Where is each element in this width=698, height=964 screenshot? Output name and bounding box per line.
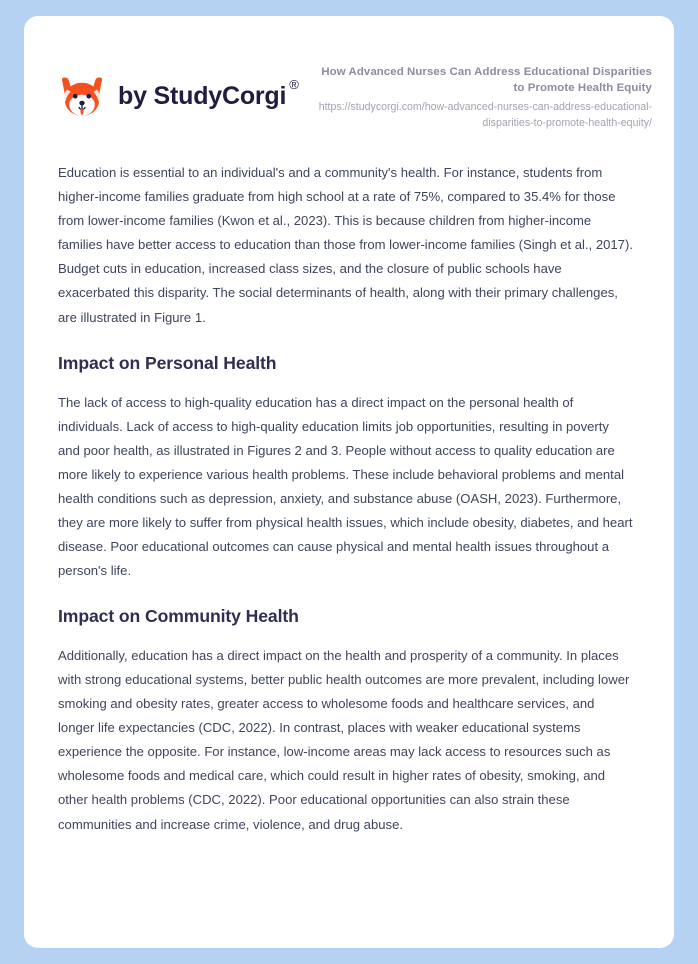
brand-logo[interactable] bbox=[58, 73, 299, 121]
brand-wordmark bbox=[118, 77, 299, 111]
document-meta bbox=[312, 62, 652, 131]
intro-paragraph: Education is essential to an individual's and a community's health. For instance, students from higher-income families graduate from high school at a rate of 75%, compared to 35.4% for those from lower-income families (Kwon et al., 2023). This is because children from higher-income families have better access to education than those from lower-income families (Singh et al., 2017). Budget cuts in education, increased class sizes, and the closure of public schools have exacerbated this disparity. The social determinants of health, along with their primary challenges, are illustrated in Figure 1. bbox=[58, 165, 633, 325]
section-paragraph: Additionally, education has a direct impact on the health and prosperity of a community. In places with strong educational systems, better public health outcomes are more prevalent, including lower smoking and obesity rates, greater access to wholesome foods and healthcare services, and longer life expectancies (CDC, 2022). In contrast, places with weaker educational systems experience the opposite. For instance, low-income areas may lack access to resources such as wholesome foods and medical care, which could result in higher rates of obesity, smoking, and other health problems (CDC, 2022). Poor educational opportunities can also strain these communities and increase crime, violence, and drug abuse. bbox=[58, 647, 630, 832]
section-community-health bbox=[58, 605, 634, 836]
document-body bbox=[24, 131, 674, 837]
section-heading: Impact on Community Health bbox=[58, 606, 299, 627]
document-card bbox=[24, 16, 674, 948]
section-personal-health bbox=[58, 352, 634, 583]
section-heading: Impact on Personal Health bbox=[58, 352, 277, 373]
document-header bbox=[24, 16, 674, 131]
source-url[interactable]: https://studycorgi.com/how-advanced-nurses-can-address-educational-disparities-to-promote-health-equity/ bbox=[318, 101, 652, 129]
corgi-head-icon bbox=[58, 73, 106, 121]
registered-trademark-icon: ® bbox=[289, 77, 299, 93]
section-paragraph: The lack of access to high-quality education has a direct impact on the personal health of individuals. Lack of access to high-quality education limits job opportunities, resulting in poverty and poor health, as illustrated in Figures 2 and 3. People without access to quality education are more likely to experience various health problems. These include behavioral problems and mental health conditions such as depression, anxiety, and substance abuse (OASH, 2023). Furthermore, they are more likely to suffer from physical health issues, which include obesity, diabetes, and heart disease. Poor educational outcomes can cause physical and mental health issues throughout a person's life. bbox=[58, 394, 633, 579]
page-title: How Advanced Nurses Can Address Educational Disparities to Promote Health Equity bbox=[321, 66, 652, 95]
brand-text: by StudyCorgi bbox=[118, 82, 287, 111]
